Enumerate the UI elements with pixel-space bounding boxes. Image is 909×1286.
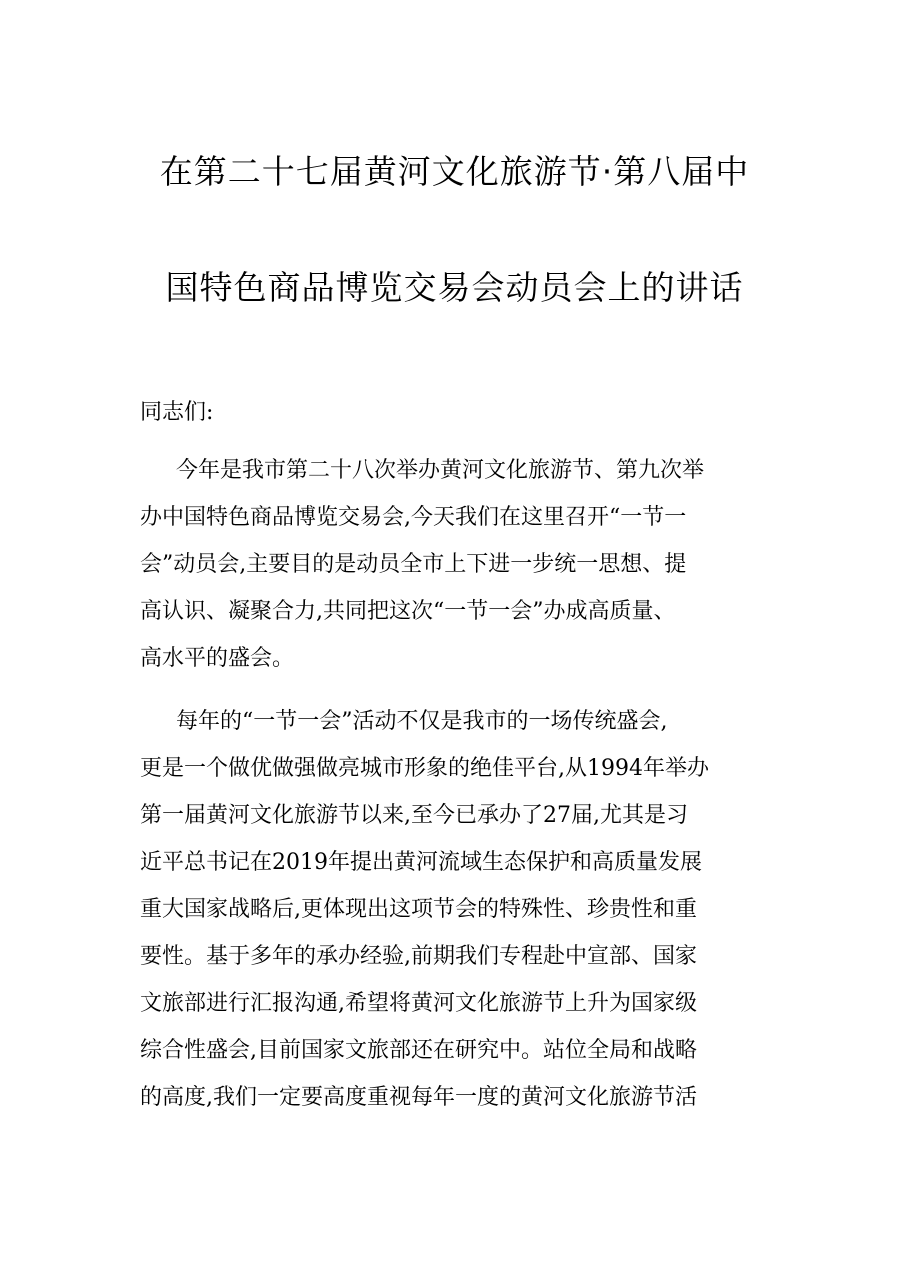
paragraph-2-line-7: 文旅部进行汇报沟通,希望将黄河文化旅游节上升为国家级 [140,991,697,1016]
paragraph-1-line-2: 办中国特色商品博览交易会,今天我们在这里召开“一节一 [140,505,687,530]
paragraph-1-line-4: 高认识、凝聚合力,共同把这次“一节一会”办成高质量、 [140,599,676,624]
paragraph-2-line-2: 更是一个做优做强做亮城市形象的绝佳平台,从1994年举办 [140,756,709,781]
paragraph-2-line-8: 综合性盛会,目前国家文旅部还在研究中。站位全局和战略 [140,1038,697,1063]
paragraph-1-line-3: 会”动员会,主要目的是动员全市上下进一步统一思想、提 [140,552,687,577]
paragraph-1-line-1: 今年是我市第二十八次举办黄河文化旅游节、第九次举 [176,458,705,483]
paragraph-2-line-1: 每年的“一节一会”活动不仅是我市的一场传统盛会, [176,709,668,734]
title-line-1: 在第二十七届黄河文化旅游节·第八届中 [159,152,750,191]
salutation: 同志们: [140,400,214,425]
paragraph-1-line-5: 高水平的盛会。 [140,646,295,671]
paragraph-2-line-3: 第一届黄河文化旅游节以来,至今已承办了27届,尤其是习 [140,803,688,828]
paragraph-2-line-6: 要性。基于多年的承办经验,前期我们专程赴中宣部、国家 [140,944,697,969]
paragraph-2-line-5: 重大国家战略后,更体现出这项节会的特殊性、珍贵性和重 [140,897,697,922]
paragraph-2-line-9: 的高度,我们一定要高度重视每年一度的黄河文化旅游节活 [140,1085,697,1110]
title-line-2: 国特色商品博览交易会动员会上的讲话 [165,268,744,307]
paragraph-2-line-4: 近平总书记在2019年提出黄河流域生态保护和高质量发展 [140,850,702,875]
